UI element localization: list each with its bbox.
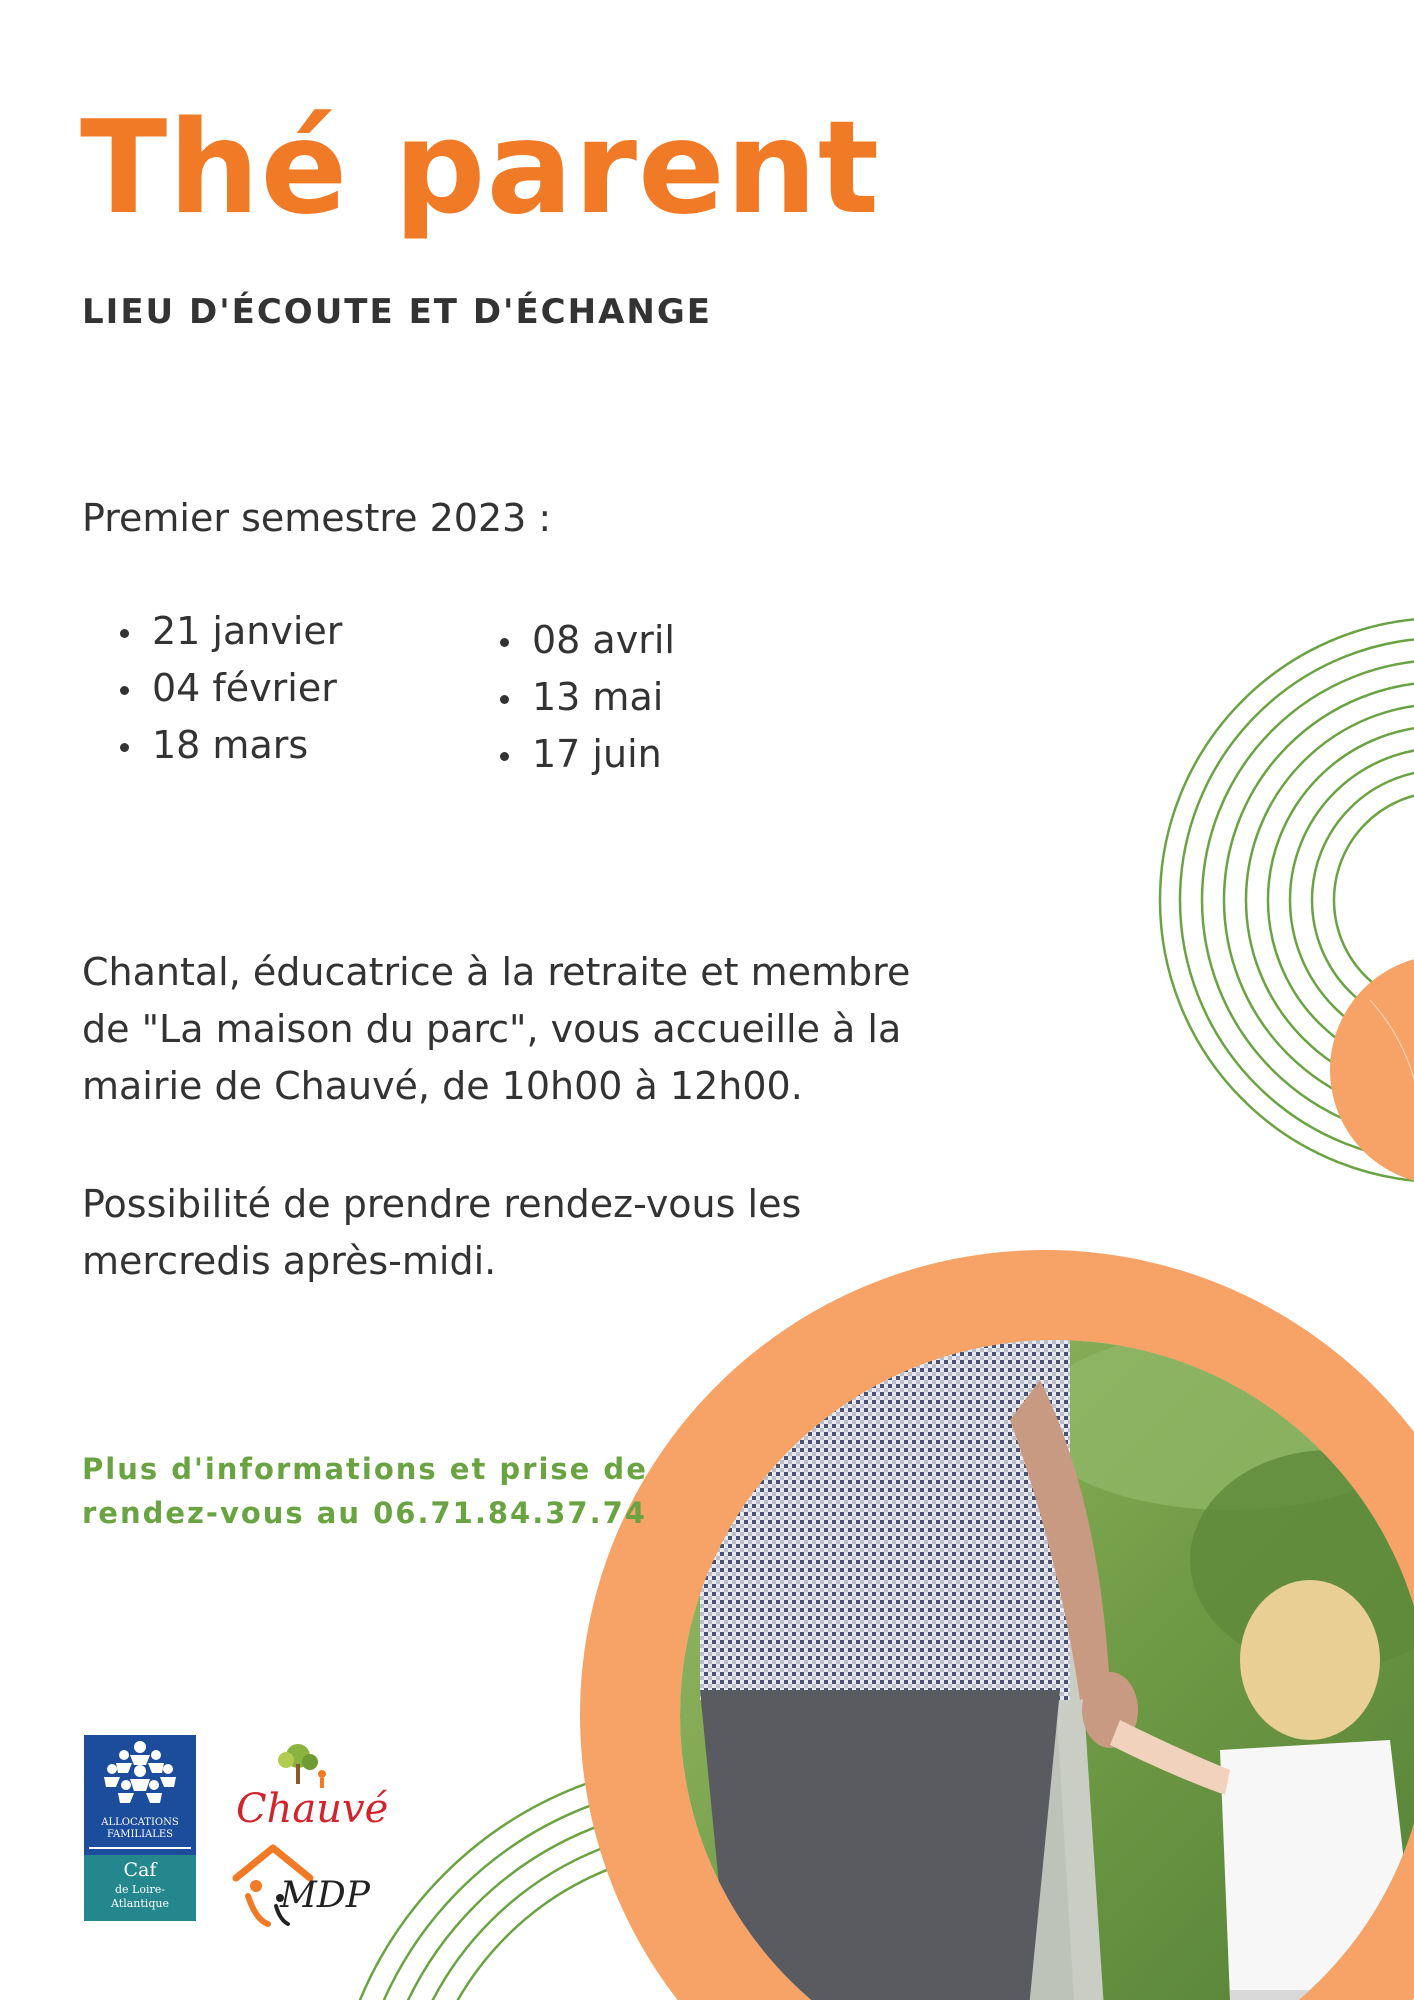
- contact-line-1: Plus d'informations et prise de: [82, 1452, 648, 1486]
- orange-circle-right: [1330, 955, 1414, 1190]
- caf-people-icon: [84, 1735, 196, 1817]
- date-item: 04 février: [116, 660, 342, 717]
- contact-line-2: rendez-vous au 06.71.84.37.74: [82, 1496, 647, 1530]
- mdp-logo-text: MDP: [280, 1875, 370, 1916]
- chauve-tree-icon: [228, 1740, 338, 1790]
- description-paragraph: Chantal, éducatrice à la retraite et membre de "La maison du parc", vous accueille à la mairie de Chauvé, de 10h00 à 12h00.: [82, 950, 911, 1108]
- caf-location-line-2: Atlantique: [111, 1897, 169, 1910]
- caf-line-2: FAMILIALES: [106, 1829, 174, 1840]
- caf-logo-top: [84, 1735, 196, 1855]
- chauve-logo-text: Chauvé: [236, 1786, 389, 1832]
- page-title: Thé parent: [80, 94, 881, 243]
- appointment-paragraph: Possibilité de prendre rendez-vous les mercredis après-midi.: [82, 1182, 802, 1283]
- photo-orange-ring: [580, 1250, 1414, 2000]
- page-subtitle: LIEU D'ÉCOUTE ET D'ÉCHANGE: [82, 292, 712, 332]
- date-item: 21 janvier: [116, 603, 342, 660]
- caf-name: Caf: [123, 1859, 157, 1881]
- caf-line-1: ALLOCATIONS: [101, 1817, 179, 1828]
- caf-divider: [89, 1847, 191, 1852]
- date-item: 17 juin: [496, 726, 675, 783]
- caf-allocations-label: [84, 1817, 196, 1841]
- caf-location: [84, 1883, 196, 1911]
- caf-location-line-1: de Loire-: [115, 1883, 165, 1896]
- caf-logo: [84, 1735, 196, 1921]
- dates-list-right: [496, 612, 675, 783]
- date-item: 13 mai: [496, 669, 675, 726]
- schedule-heading: Premier semestre 2023 :: [82, 496, 552, 540]
- date-item: 08 avril: [496, 612, 675, 669]
- date-item: 18 mars: [116, 717, 342, 774]
- dates-list-left: [116, 603, 342, 774]
